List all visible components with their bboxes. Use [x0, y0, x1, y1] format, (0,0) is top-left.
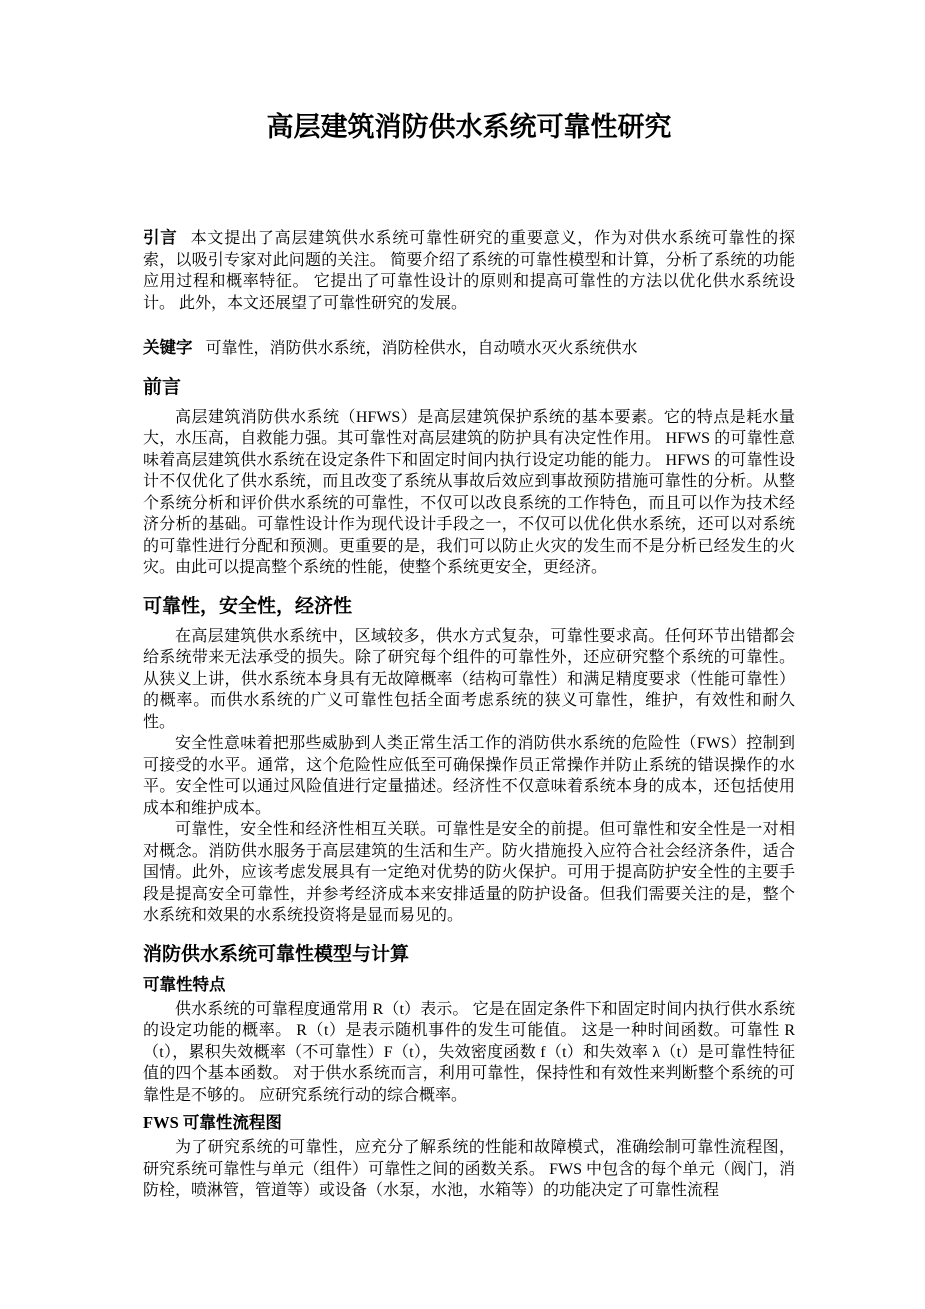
paragraph: 为了研究系统的可靠性，应充分了解系统的性能和故障模式，准确绘制可靠性流程图，研究系统可靠性与单元（组件）可靠性之间的函数关系。 FWS 中包含的每个单元（阀门，消防栓，喷淋管，管道等）或设备（水泵，水池，水箱等）的功能决定了可靠性流程 [143, 1139, 795, 1199]
section-model-calculation [143, 942, 795, 1202]
keywords-paragraph [143, 337, 795, 360]
document-title: 高层建筑消防供水系统可靠性研究 [266, 112, 672, 142]
section-reliability-safety-economy [143, 594, 795, 927]
paragraph: 安全性意味着把那些威胁到人类正常生活工作的消防供水系统的危险性（FWS）控制到可接受的水平。通常，这个危险性应低至可确保操作员正常操作并防止系统的错误操作的水平。安全性可以通过风险值进行定量描述。经济性不仅意味着系统本身的成本，还包括使用成本和维护成本。 [143, 735, 795, 817]
section-foreword [143, 375, 795, 579]
section-heading-reliability-safety-economy: 可靠性，安全性，经济性 [143, 595, 353, 617]
keywords-text: 可靠性，消防供水系统，消防栓供水，自动喷水灭火系统供水 [205, 340, 638, 357]
section-heading-model-calculation: 消防供水系统可靠性模型与计算 [143, 943, 410, 965]
paragraph: 可靠性，安全性和经济性相互关联。可靠性是安全的前提。但可靠性和安全性是一对相对概念。消防供水服务于高层建筑的生活和生产。防火措施投入应符合社会经济条件，适合国情。此外，应该考虑发展具有一定绝对优势的防火保护。可用于提高防护安全性的主要手段是提高安全可靠性，并参考经济成本来安排适量的防护设备。但我们需要关注的是，整个水系统和效果的水系统投资将是显而易见的。 [143, 821, 795, 924]
subsection-heading-reliability-features: 可靠性特点 [143, 974, 226, 994]
paragraph: 高层建筑消防供水系统（HFWS）是高层建筑保护系统的基本要素。它的特点是耗水量大，水压高，自救能力强。其可靠性对高层建筑的防护具有决定性作用。 HFWS 的可靠性意味着高层建筑供水系统在设定条件下和固定时间内执行设定功能的能力。 HFWS 的可靠性设计不仅优化了供水系统，而且改变了系统从事故后效应到事故预防措施可靠性的分析。从整个系统分析和评价供水系统的可靠性，不仅可以改良系统的工作特色，而且可以作为技术经济分析的基础。可靠性设计作为现代设计手段之一，不仅可以优化供水系统，还可以对系统的可靠性进行分配和预测。更重要的是，我们可以防止火灾的发生而不是分析已经发生的火灾。由此可以提高整个系统的性能，使整个系统更安全，更经济。 [143, 408, 795, 576]
abstract-label: 引言 [143, 228, 178, 247]
subsection-heading-fws-flowchart: FWS 可靠性流程图 [143, 1113, 282, 1132]
keywords-label: 关键字 [143, 338, 193, 357]
abstract-paragraph [143, 227, 795, 314]
abstract-text: 本文提出了高层建筑供水系统可靠性研究的重要意义，作为对供水系统可靠性的探索，以吸引专家对此问题的关注。 简要介绍了系统的可靠性模型和计算，分析了系统的功能应用过程和概率特征。 它提出了可靠性设计的原则和提高可靠性的方法以优化供水系统设计。 此外，本文还展望了可靠性研究的发展。 [143, 230, 795, 312]
section-heading-foreword: 前言 [143, 376, 182, 398]
paragraph: 供水系统的可靠程度通常用 R（t）表示。 它是在固定条件下和固定时间内执行供水系统的设定功能的概率。 R（t）是表示随机事件的发生可能值。 这是一种时间函数。可靠性 R（t），累积失效概率（不可靠性）F（t），失效密度函数 f（t）和失效率 λ（t）是可靠性特征值的四个基本函数。 对于供水系统而言，利用可靠性，保持性和有效性来判断整个系统的可靠性是不够的。 应研究系统行动的综合概率。 [143, 1000, 795, 1104]
paragraph: 在高层建筑供水系统中，区域较多，供水方式复杂，可靠性要求高。任何环节出错都会给系统带来无法承受的损失。除了研究每个组件的可靠性外，还应研究整个系统的可靠性。从狭义上讲，供水系统本身具有无故障概率（结构可靠性）和满足精度要求（性能可靠性）的概率。而供水系统的广义可靠性包括全面考虑系统的狭义可靠性，维护，有效性和耐久性。 [143, 627, 795, 731]
